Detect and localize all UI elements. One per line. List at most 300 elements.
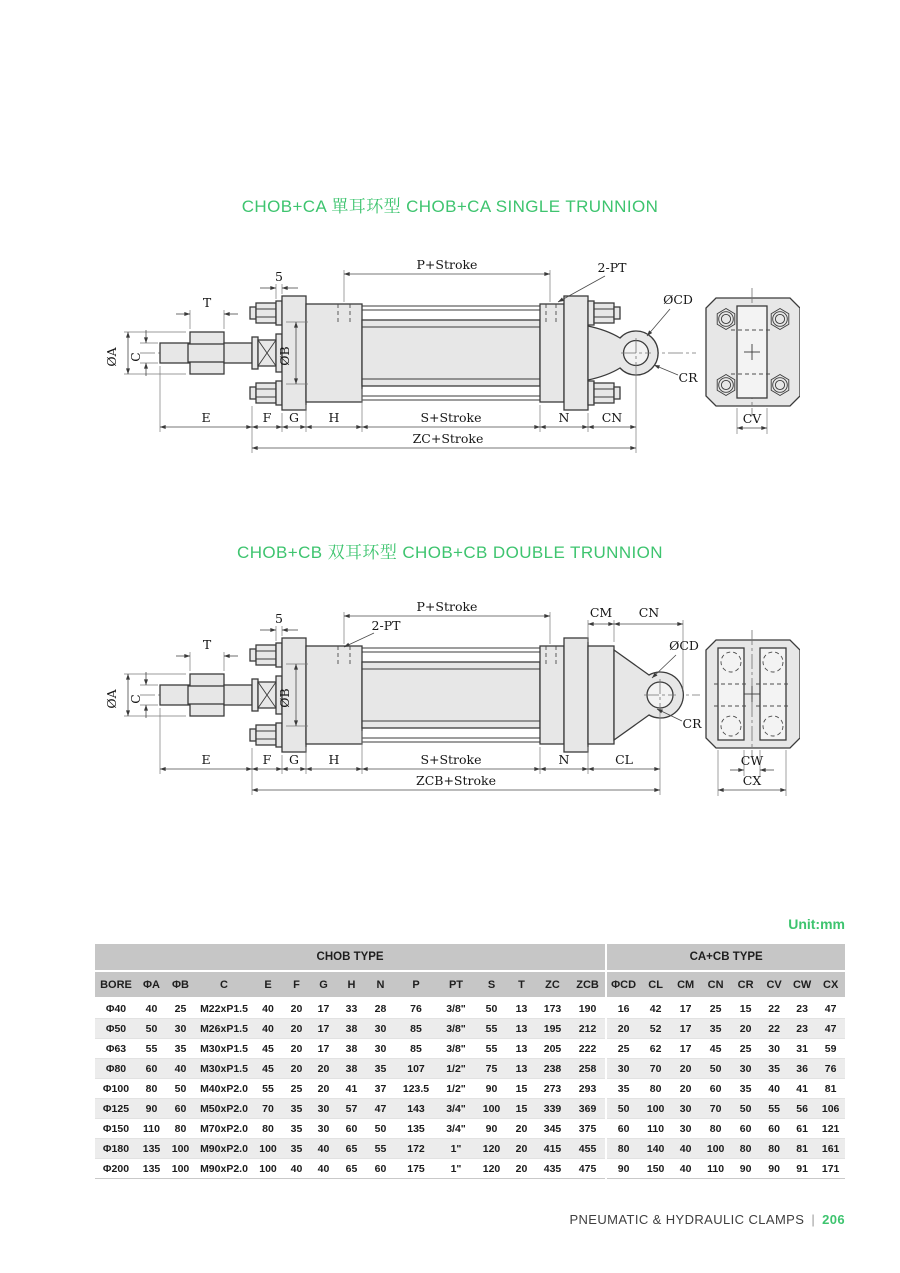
table-cell: 106	[821, 1102, 840, 1115]
table-cell: 55	[768, 1102, 780, 1115]
column-header: CL	[640, 971, 671, 998]
table-cell: Φ50	[105, 1022, 127, 1035]
column-header: ΦB	[166, 971, 195, 998]
table-cell: 35	[768, 1062, 780, 1075]
table-cell: 80	[174, 1122, 187, 1135]
dimension-table	[95, 944, 845, 1179]
table-cell: 28	[374, 1002, 387, 1015]
table-cell: 258	[578, 1062, 597, 1075]
dim-label-cv: CV	[742, 411, 762, 426]
table-cell: 238	[543, 1062, 562, 1075]
table-cell: 47	[824, 1002, 837, 1015]
table-cell: 35	[290, 1102, 303, 1115]
dim-label-dia-a: ØA	[104, 689, 119, 709]
unit-label: Unit:mm	[788, 916, 845, 932]
table-cell: 50	[145, 1022, 158, 1035]
column-header: E	[253, 971, 283, 998]
table-cell: 40	[290, 1162, 303, 1175]
title-single-trunnion: CHOB+CA 單耳环型 CHOB+CA SINGLE TRUNNION	[241, 197, 659, 216]
table-cell: 3/8"	[446, 1002, 466, 1015]
column-header: PT	[437, 971, 475, 998]
table-cell: 81	[796, 1142, 808, 1155]
table-cell: M50xP2.0	[200, 1102, 248, 1115]
table-cell: 3/8"	[446, 1042, 466, 1055]
table-cell: 41	[796, 1082, 808, 1095]
table-cell: 90	[145, 1102, 158, 1115]
table-cell: Φ40	[105, 1002, 127, 1015]
table-cell: 23	[796, 1002, 808, 1015]
table-cell: 110	[143, 1122, 160, 1135]
table-cell: 30	[174, 1022, 187, 1035]
table-row	[95, 1019, 845, 1039]
column-header: CR	[731, 971, 760, 998]
dim-label-p-stroke: P+Stroke	[416, 599, 478, 614]
cylinder-tube	[362, 662, 540, 728]
footer-divider: |	[811, 1212, 816, 1227]
dim-label-cl: CL	[615, 752, 633, 767]
table-row	[95, 1059, 845, 1079]
table-cell: 47	[824, 1022, 837, 1035]
front-flange	[282, 296, 362, 410]
table-cell: 70	[262, 1102, 274, 1115]
table-cell: 60	[768, 1122, 780, 1135]
table-cell: Φ63	[105, 1042, 127, 1055]
table-cell: Φ200	[102, 1162, 130, 1175]
column-header: CW	[788, 971, 816, 998]
table-cell: 60	[606, 1119, 640, 1139]
table-cell: 100	[259, 1142, 277, 1155]
dim-label-s-stroke: S+Stroke	[420, 410, 482, 425]
table-cell: 1"	[450, 1142, 462, 1155]
table-cell: 13	[515, 1002, 528, 1015]
table-cell: 17	[679, 1042, 692, 1055]
table-cell: 222	[578, 1042, 597, 1055]
table-cell: 40	[768, 1082, 780, 1095]
table-cell: 195	[543, 1022, 562, 1035]
table-cell: 90	[485, 1122, 498, 1135]
table-cell: 50	[374, 1122, 387, 1135]
table-cell: 85	[410, 1042, 422, 1055]
dim-label-c: C	[128, 694, 143, 704]
table-cell: 143	[407, 1102, 425, 1115]
table-cell: 60	[145, 1062, 158, 1075]
table-cell: 3/4"	[446, 1122, 466, 1135]
double-trunnion-plate-end-view	[706, 630, 800, 796]
table-cell: 172	[407, 1142, 425, 1155]
table-cell: 40	[174, 1062, 187, 1075]
dim-label-cm: CM	[589, 605, 613, 620]
table-cell: 375	[578, 1122, 597, 1135]
table-group-header: CA+CB TYPE	[606, 944, 845, 971]
dim-label-5: 5	[275, 611, 283, 626]
dim-label-dia-cd: ØCD	[669, 638, 699, 653]
table-cell: 20	[606, 1019, 640, 1039]
dim-label-f: F	[262, 410, 272, 425]
table-cell: 42	[649, 1002, 662, 1015]
table-row	[95, 1079, 845, 1099]
dim-label-e: E	[201, 752, 211, 767]
dim-label-cr: CR	[678, 370, 698, 385]
table-cell: 65	[345, 1142, 358, 1155]
table-cell: 45	[709, 1042, 722, 1055]
cylinder-tube	[362, 320, 540, 386]
table-cell: 345	[543, 1122, 562, 1135]
table-cell: 20	[739, 1022, 752, 1035]
table-cell: M40xP2.0	[200, 1082, 248, 1095]
dim-label-2pt: 2-PT	[371, 618, 401, 633]
table-cell: 20	[515, 1122, 528, 1135]
table-cell: 31	[796, 1042, 808, 1055]
piston-rod	[160, 674, 252, 716]
table-cell: 62	[649, 1042, 662, 1055]
table-header	[95, 944, 845, 998]
column-header: CV	[760, 971, 788, 998]
table-cell: 20	[679, 1082, 692, 1095]
table-cell: 173	[543, 1002, 562, 1015]
table-cell: 13	[515, 1062, 528, 1075]
table-cell: 30	[606, 1059, 640, 1079]
table-cell: 30	[317, 1102, 330, 1115]
table-cell: 60	[739, 1122, 752, 1135]
table-cell: 100	[259, 1162, 277, 1175]
table-cell: 17	[679, 1002, 692, 1015]
column-header: CM	[671, 971, 700, 998]
table-cell: M30xP1.5	[200, 1042, 248, 1055]
dim-label-zcb-stroke: ZCB+Stroke	[416, 773, 496, 788]
table-cell: 75	[485, 1062, 498, 1075]
table-cell: 13	[515, 1022, 528, 1035]
table-cell: 38	[345, 1022, 358, 1035]
table-cell: 135	[142, 1162, 161, 1175]
table-cell: 100	[646, 1102, 665, 1115]
column-header: C	[195, 971, 253, 998]
table-cell: 100	[706, 1142, 725, 1155]
table-row	[95, 1119, 845, 1139]
table-cell: 3/4"	[446, 1102, 466, 1115]
table-cell: 33	[345, 1002, 358, 1015]
table-row	[95, 1039, 845, 1059]
table-group-header: CHOB TYPE	[95, 944, 606, 971]
dim-label-dia-cd: ØCD	[663, 292, 693, 307]
front-flange	[282, 638, 362, 752]
table-cell: 50	[739, 1102, 752, 1115]
table-cell: 205	[543, 1042, 562, 1055]
table-cell: 455	[578, 1142, 597, 1155]
table-cell: 25	[606, 1039, 640, 1059]
piston-rod	[160, 332, 252, 374]
table-cell: 85	[410, 1022, 422, 1035]
page-footer	[569, 1212, 845, 1227]
table-cell: 35	[174, 1042, 187, 1055]
table-cell: 60	[345, 1122, 358, 1135]
page-number: 206	[822, 1212, 845, 1227]
table-cell: 22	[768, 1002, 780, 1015]
table-cell: 81	[824, 1082, 837, 1095]
table-cell: 36	[796, 1062, 808, 1075]
table-cell: 17	[679, 1022, 692, 1035]
table-cell: 80	[145, 1082, 158, 1095]
dim-label-n: N	[558, 752, 570, 767]
table-cell: 50	[709, 1062, 722, 1075]
dim-label-cx: CX	[742, 773, 762, 788]
double-trunnion-clevis	[588, 646, 683, 744]
dim-label-dia-b: ØB	[277, 346, 292, 366]
table-cell: 80	[709, 1122, 722, 1135]
table-cell: 20	[290, 1062, 303, 1075]
table-cell: 90	[485, 1082, 498, 1095]
table-cell: 175	[407, 1162, 425, 1175]
table-cell: 50	[485, 1002, 498, 1015]
table-cell: 40	[262, 1002, 274, 1015]
table-cell: 1/2"	[446, 1062, 466, 1075]
dim-label-cn: CN	[601, 410, 623, 425]
table-cell: 15	[515, 1102, 528, 1115]
table-cell: 70	[649, 1062, 662, 1075]
trunnion-ear-left	[718, 648, 744, 740]
table-cell: 25	[709, 1002, 722, 1015]
table-row	[95, 1139, 845, 1159]
table-cell: 40	[679, 1162, 692, 1175]
table-cell: 90	[606, 1159, 640, 1179]
table-cell: M26xP1.5	[200, 1022, 248, 1035]
drawing-single-trunnion	[100, 256, 800, 468]
table-cell: 80	[768, 1142, 780, 1155]
dim-label-zc-stroke: ZC+Stroke	[412, 431, 484, 446]
table-cell: Φ125	[102, 1102, 130, 1115]
table-cell: 40	[317, 1162, 330, 1175]
table-cell: 107	[407, 1062, 425, 1075]
table-cell: 70	[709, 1102, 722, 1115]
single-trunnion-clevis	[588, 326, 658, 380]
table-cell: 35	[374, 1062, 387, 1075]
table-cell: 135	[407, 1122, 425, 1135]
dim-label-cn: CN	[638, 605, 660, 620]
table-cell: 35	[739, 1082, 752, 1095]
table-cell: 135	[142, 1142, 161, 1155]
side-view	[140, 296, 696, 410]
column-header: ΦCD	[606, 971, 640, 998]
dim-label-dia-b: ØB	[277, 688, 292, 708]
table-cell: 57	[345, 1102, 358, 1115]
table-cell: 20	[515, 1142, 528, 1155]
table-cell: 161	[821, 1142, 840, 1155]
table-cell: 120	[482, 1142, 501, 1155]
table-cell: 41	[345, 1082, 358, 1095]
dim-label-t: T	[202, 295, 212, 310]
table-cell: Φ80	[105, 1062, 127, 1075]
table-cell: 212	[578, 1022, 597, 1035]
table-cell: 90	[768, 1162, 780, 1175]
column-header: G	[310, 971, 337, 998]
table-cell: 1/2"	[446, 1082, 466, 1095]
table-cell: 30	[679, 1102, 692, 1115]
column-header: N	[366, 971, 395, 998]
table-cell: 61	[796, 1122, 808, 1135]
table-cell: 171	[821, 1162, 840, 1175]
table-cell: 60	[374, 1162, 387, 1175]
table-cell: 30	[374, 1042, 387, 1055]
table-cell: 22	[768, 1022, 780, 1035]
table-cell: 60	[709, 1082, 722, 1095]
table-cell: 25	[739, 1042, 752, 1055]
column-header: H	[337, 971, 366, 998]
dim-label-2pt: 2-PT	[597, 260, 627, 275]
table-cell: 110	[647, 1122, 665, 1135]
table-cell: 50	[606, 1099, 640, 1119]
column-header: T	[508, 971, 535, 998]
table-cell: 56	[796, 1102, 808, 1115]
table-cell: 35	[709, 1022, 722, 1035]
table-cell: 30	[679, 1122, 692, 1135]
table-cell: 76	[410, 1002, 422, 1015]
table-cell: M22xP1.5	[200, 1002, 248, 1015]
table-body	[95, 998, 845, 1179]
table-cell: 475	[578, 1162, 597, 1175]
table-cell: 40	[317, 1142, 330, 1155]
table-cell: 369	[578, 1102, 597, 1115]
table-cell: 55	[374, 1142, 387, 1155]
table-cell: 20	[317, 1082, 330, 1095]
table-cell: 435	[543, 1162, 562, 1175]
trunnion-plate-end-view	[706, 288, 800, 434]
dim-label-c: C	[128, 352, 143, 362]
table-cell: 20	[515, 1162, 528, 1175]
table-cell: 1"	[450, 1162, 462, 1175]
table-cell: 38	[345, 1042, 358, 1055]
table-cell: 55	[485, 1042, 498, 1055]
table-cell: 80	[649, 1082, 662, 1095]
table-cell: 15	[739, 1002, 752, 1015]
table-cell: 16	[606, 998, 640, 1019]
table-cell: 293	[578, 1082, 597, 1095]
table-cell: 15	[515, 1082, 528, 1095]
dim-label-cw: CW	[740, 753, 764, 768]
table-cell: 35	[290, 1122, 303, 1135]
table-cell: Φ100	[102, 1082, 130, 1095]
table-column-header-row	[95, 971, 845, 998]
table-cell: 55	[145, 1042, 158, 1055]
table-cell: 100	[482, 1102, 501, 1115]
table-cell: 20	[290, 1002, 303, 1015]
column-header: ZC	[535, 971, 570, 998]
dim-label-h: H	[328, 410, 340, 425]
table-cell: 20	[679, 1062, 692, 1075]
title-double-trunnion: CHOB+CB 双耳环型 CHOB+CB DOUBLE TRUNNION	[237, 543, 663, 562]
table-cell: 40	[145, 1002, 158, 1015]
table-cell: 35	[606, 1079, 640, 1099]
table-cell: 110	[707, 1162, 725, 1175]
table-cell: 17	[317, 1002, 330, 1015]
table-cell: M30xP1.5	[200, 1062, 248, 1075]
table-row	[95, 1159, 845, 1179]
table-cell: 30	[317, 1122, 330, 1135]
table-cell: 80	[262, 1122, 274, 1135]
table-cell: 50	[174, 1082, 187, 1095]
table-cell: 339	[543, 1102, 562, 1115]
table-row	[95, 1099, 845, 1119]
dim-label-cr: CR	[682, 716, 702, 731]
column-header: CX	[816, 971, 845, 998]
dim-label-g: G	[289, 752, 299, 767]
table-cell: 52	[649, 1022, 662, 1035]
table-cell: Φ150	[102, 1122, 130, 1135]
dim-label-t: T	[202, 637, 212, 652]
table-cell: 30	[739, 1062, 752, 1075]
column-header: ΦA	[137, 971, 166, 998]
table-cell: M70xP2.0	[200, 1122, 248, 1135]
dim-label-5: 5	[275, 269, 283, 284]
table-cell: 20	[290, 1022, 303, 1035]
table-cell: 17	[317, 1022, 330, 1035]
table-cell: 40	[679, 1142, 692, 1155]
dim-label-g: G	[289, 410, 299, 425]
table-group-header-row	[95, 944, 845, 971]
table-cell: 65	[345, 1162, 358, 1175]
table-cell: 123.5	[402, 1082, 430, 1095]
table-cell: 25	[290, 1082, 303, 1095]
table-row	[95, 998, 845, 1019]
trunnion-ear-right	[760, 648, 786, 740]
table-cell: 37	[374, 1082, 387, 1095]
table-cell: 190	[578, 1002, 597, 1015]
dim-label-dia-a: ØA	[104, 347, 119, 367]
table-cell: 140	[646, 1142, 665, 1155]
table-cell: 415	[543, 1142, 562, 1155]
column-header: CN	[700, 971, 731, 998]
table-cell: 150	[646, 1162, 665, 1175]
table-cell: 38	[345, 1062, 358, 1075]
column-header: S	[475, 971, 508, 998]
dim-label-p-stroke: P+Stroke	[416, 257, 478, 272]
dim-label-s-stroke: S+Stroke	[420, 752, 482, 767]
table-cell: 90	[739, 1162, 752, 1175]
table-cell: 273	[543, 1082, 562, 1095]
table-cell: 100	[171, 1162, 190, 1175]
dim-label-e: E	[201, 410, 211, 425]
table-cell: 25	[174, 1002, 187, 1015]
table-cell: 47	[374, 1102, 387, 1115]
dim-label-f: F	[262, 752, 272, 767]
column-header: F	[283, 971, 310, 998]
table-cell: 30	[374, 1022, 387, 1035]
drawing-double-trunnion	[100, 598, 800, 818]
table-cell: 40	[262, 1022, 274, 1035]
table-cell: 45	[262, 1062, 274, 1075]
table-cell: 3/8"	[446, 1022, 466, 1035]
table-cell: 120	[482, 1162, 501, 1175]
table-cell: 55	[262, 1082, 274, 1095]
table-cell: 35	[290, 1142, 303, 1155]
table-cell: 13	[515, 1042, 528, 1055]
table-cell: 23	[796, 1022, 808, 1035]
table-cell: 55	[485, 1022, 498, 1035]
table-cell: M90xP2.0	[200, 1162, 248, 1175]
table-cell: 30	[768, 1042, 780, 1055]
column-header: P	[395, 971, 437, 998]
table-cell: 100	[171, 1142, 190, 1155]
column-header: ZCB	[570, 971, 606, 998]
table-cell: 17	[317, 1042, 330, 1055]
dim-label-n: N	[558, 410, 570, 425]
table-cell: 121	[821, 1122, 840, 1135]
dim-label-h: H	[328, 752, 340, 767]
rear-flange	[540, 638, 588, 752]
table-cell: 60	[174, 1102, 187, 1115]
table-cell: M90xP2.0	[200, 1142, 248, 1155]
table-cell: 76	[824, 1062, 837, 1075]
column-header: BORE	[95, 971, 137, 998]
table-cell: 80	[739, 1142, 752, 1155]
